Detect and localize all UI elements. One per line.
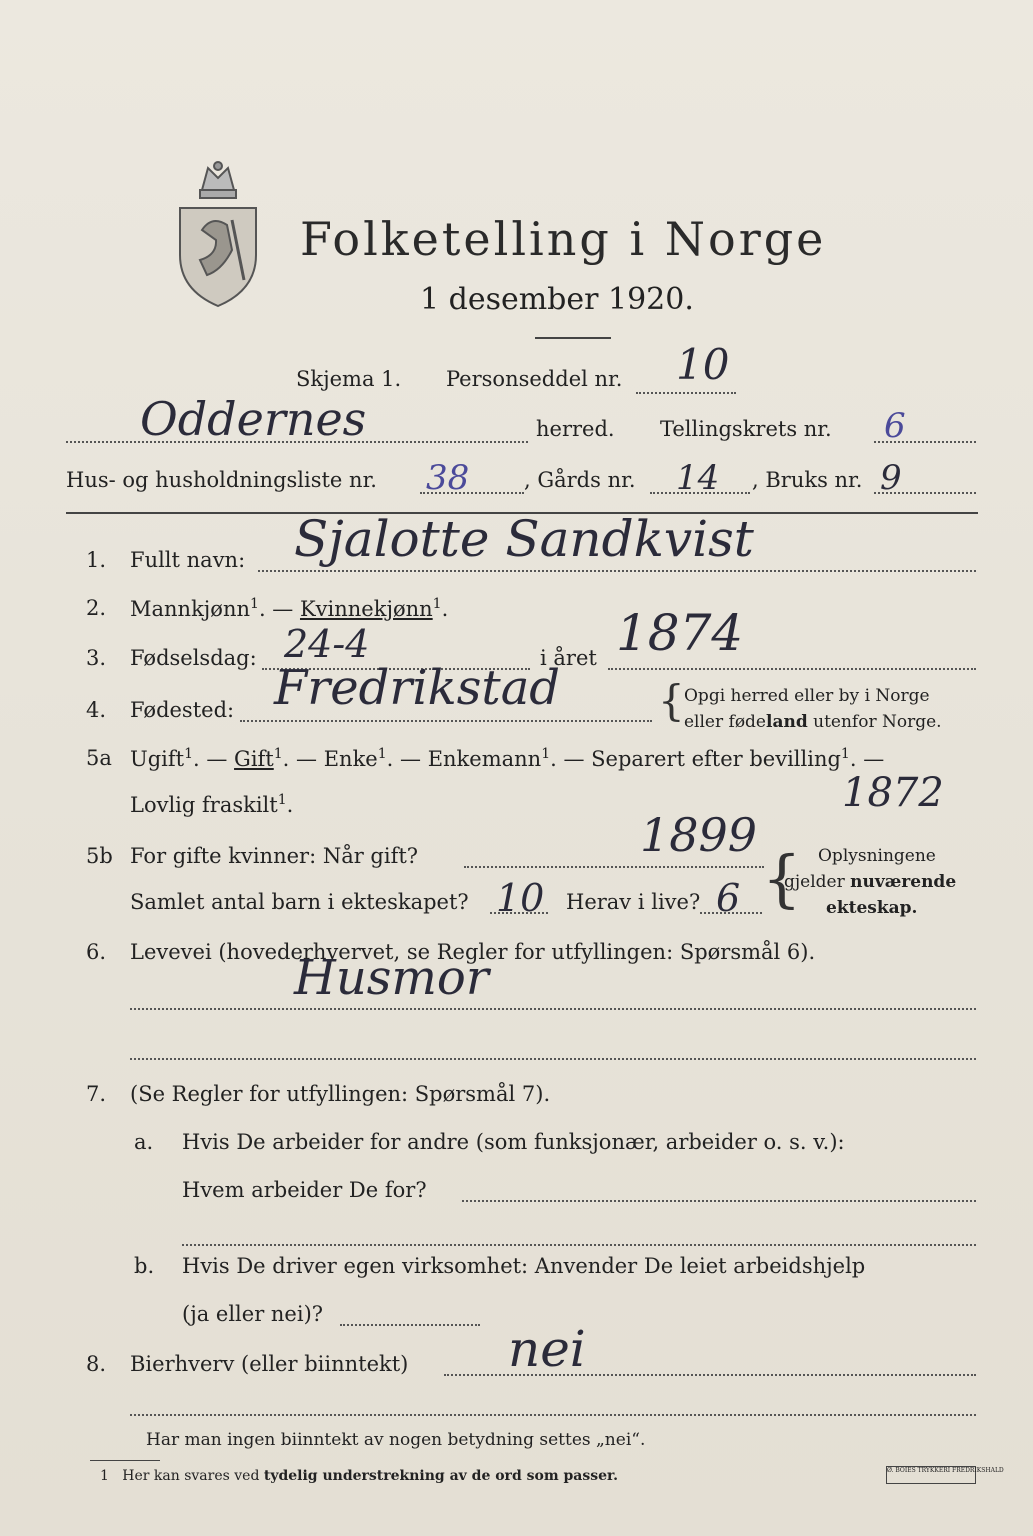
bruks-label: , Bruks nr. [752,468,863,492]
q2-options: Mannkjønn$^1$. — Kvinnekjønn$^1$. [130,596,449,621]
q7a-sub: Hvem arbeider De for? [182,1178,427,1202]
q4-brace: { [658,676,685,725]
q5b-extra-value: 1872 [842,770,944,816]
q5b-live-label: Herav i live? [566,890,701,914]
herred-value: Oddernes [140,392,367,446]
form-date: 1 desember 1920. [420,282,694,317]
bottom-note: Har man ingen biinntekt av nogen betydning settes „nei“. [146,1430,646,1450]
q5b-note-line3: ekteskap. [826,898,918,918]
q2-female: Kvinnekjønn [299,597,433,621]
q5a-gift: Gift [234,747,274,771]
personseddel-value: 10 [676,340,730,389]
q5b-brace: { [762,842,802,915]
personseddel-label: Personseddel nr. [446,367,623,391]
q4-label: Fødested: [130,698,235,722]
q5a-lovlig: Lovlig fraskilt$^1$. [130,792,294,817]
q1-value: Sjalotte Sandkvist [294,510,754,568]
gards-label: , Gårds nr. [524,468,636,492]
footnote: 1 Her kan svares ved tydelig understrekning av de ord som passer. [100,1468,619,1484]
q3-year-label: i året [540,646,597,670]
skjema-label: Skjema 1. [296,367,402,391]
q6-number: 6. [86,940,107,964]
q7b-label: Hvis De driver egen virksomhet: Anvender De leiet arbeidshjelp [182,1254,866,1278]
printer-stamp: Ø. BOIES TRYKKERI FREDRIKSHALD [886,1466,976,1484]
title-divider [535,337,611,339]
q7a-number: a. [134,1130,154,1154]
q8-label: Bierhverv (eller biinntekt) [130,1352,409,1376]
gards-value: 14 [676,458,720,498]
q3-number: 3. [86,646,107,670]
q5b-note-line1: Oplysningene [818,846,936,866]
tellingskrets-label: Tellingskrets nr. [660,417,832,441]
q4-note-line1: Opgi herred eller by i Norge [684,686,930,706]
q3-year-value: 1874 [616,604,744,662]
q8-value: nei [508,1320,586,1378]
q7b-sub: (ja eller nei)? [182,1302,324,1326]
q5b-barn-label: Samlet antal barn i ekteskapet? [130,890,469,914]
herred-label: herred. [536,417,615,441]
q1-label: Fullt navn: [130,548,246,572]
q7-number: 7. [86,1082,107,1106]
form-title: Folketelling i Norge [300,212,827,266]
q2-male: Mannkjønn [130,597,251,621]
q5b-value: 1899 [640,808,758,862]
q5b-note-line2: gjelder nuværende [784,872,957,892]
q5b-barn-value: 10 [496,876,545,920]
q5b-label: For gifte kvinner: Når gift? [130,844,419,868]
husholdning-label: Hus- og husholdningsliste nr. [66,468,377,492]
q1-number: 1. [86,548,107,572]
tellingskrets-value: 6 [884,406,906,446]
q5a-options: Ugift$^1$. — Gift$^1$. — Enke$^1$. — Enkemann$^1$. — Separert efter bevilling$^1$. — [130,746,885,771]
q3-label: Fødselsdag: [130,646,257,670]
coat-of-arms-icon [172,160,264,310]
q5b-live-value: 6 [716,876,741,920]
q6-value: Husmor [294,950,489,1006]
q7b-number: b. [134,1254,155,1278]
q4-number: 4. [86,698,107,722]
q4-value: Fredrikstad [274,660,561,716]
q2-number: 2. [86,596,107,620]
q3-value: 24-4 [284,622,370,666]
q7-label: (Se Regler for utfyllingen: Spørsmål 7). [130,1082,551,1106]
q6-label: Levevei (hovederhvervet, se Regler for utfyllingen: Spørsmål 6). [130,940,816,964]
q5b-number: 5b [86,844,113,868]
husholdning-value: 38 [426,458,470,498]
bruks-value: 9 [880,458,902,498]
q8-number: 8. [86,1352,107,1376]
q4-note-line2: eller fødeland utenfor Norge. [684,712,942,732]
q7a-label: Hvis De arbeider for andre (som funksjonær, arbeider o. s. v.): [182,1130,845,1154]
q5a-number: 5a [86,746,112,770]
footnote-divider [90,1460,160,1461]
